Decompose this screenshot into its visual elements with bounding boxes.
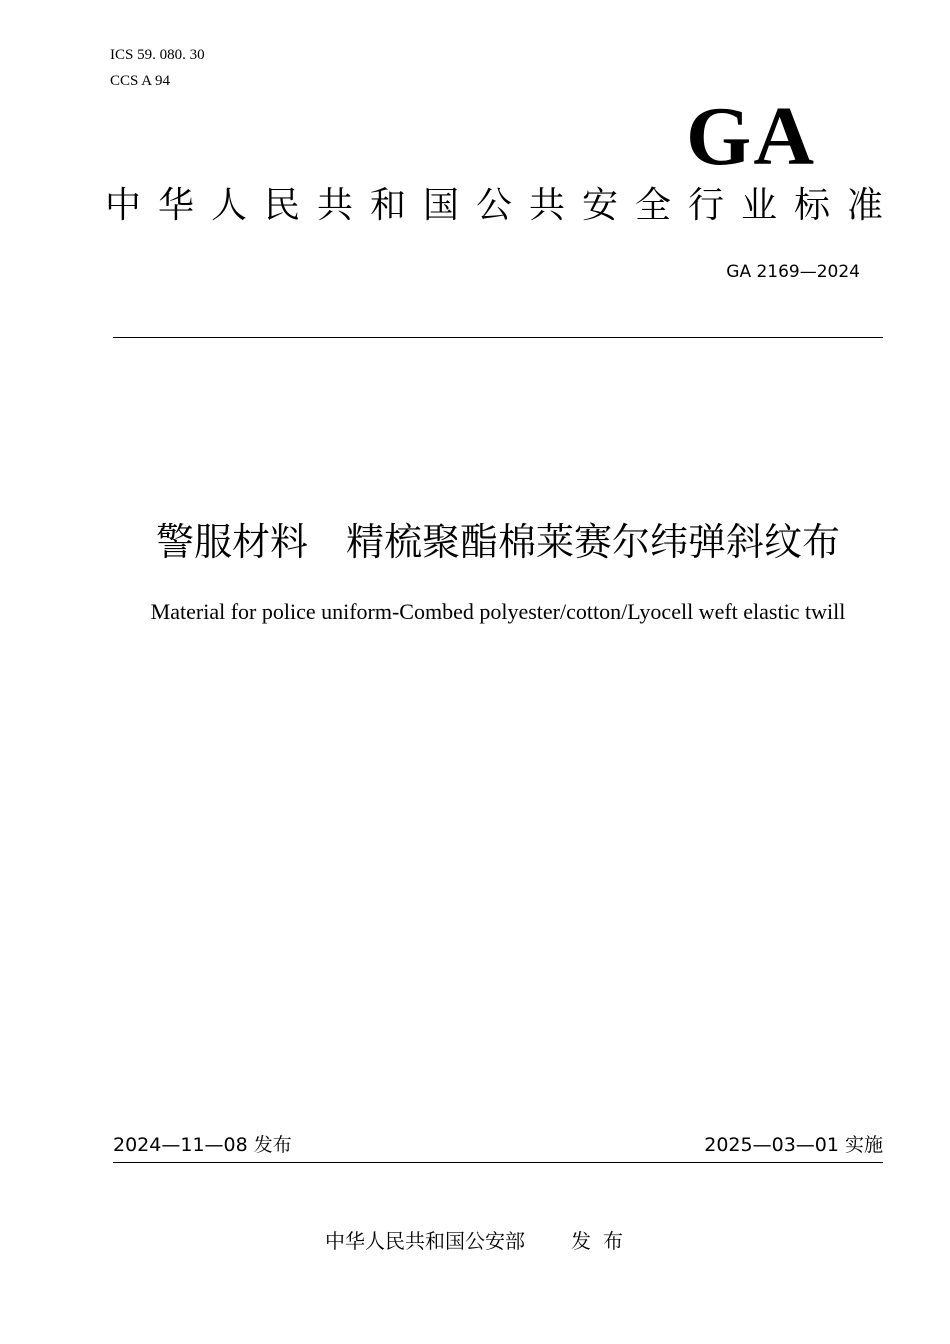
implementation-date: 2025—03—01 实施	[704, 1134, 883, 1156]
standard-number: GA 2169—2024	[726, 262, 860, 282]
document-title-english: Material for police uniform-Combed polyester/cotton/Lyocell weft elastic twill	[150, 599, 846, 624]
ics-code: ICS 59. 080. 30	[110, 47, 205, 63]
document-title-chinese: 警服材料 精梳聚酯棉莱赛尔纬弹斜纹布	[155, 520, 840, 564]
footer-divider	[113, 1162, 883, 1163]
ga-logo: GA	[686, 90, 816, 183]
issuer-name: 中华人民共和国公安部	[325, 1229, 525, 1253]
issuer-line	[325, 1227, 635, 1255]
issuer-action: 发布	[571, 1229, 635, 1253]
standard-category-title: 中华人民共和国公共安全行业标准	[105, 185, 901, 226]
header-divider	[113, 337, 883, 338]
ccs-code: CCS A 94	[110, 73, 171, 89]
issue-date: 2024—11—08 发布	[113, 1134, 292, 1156]
